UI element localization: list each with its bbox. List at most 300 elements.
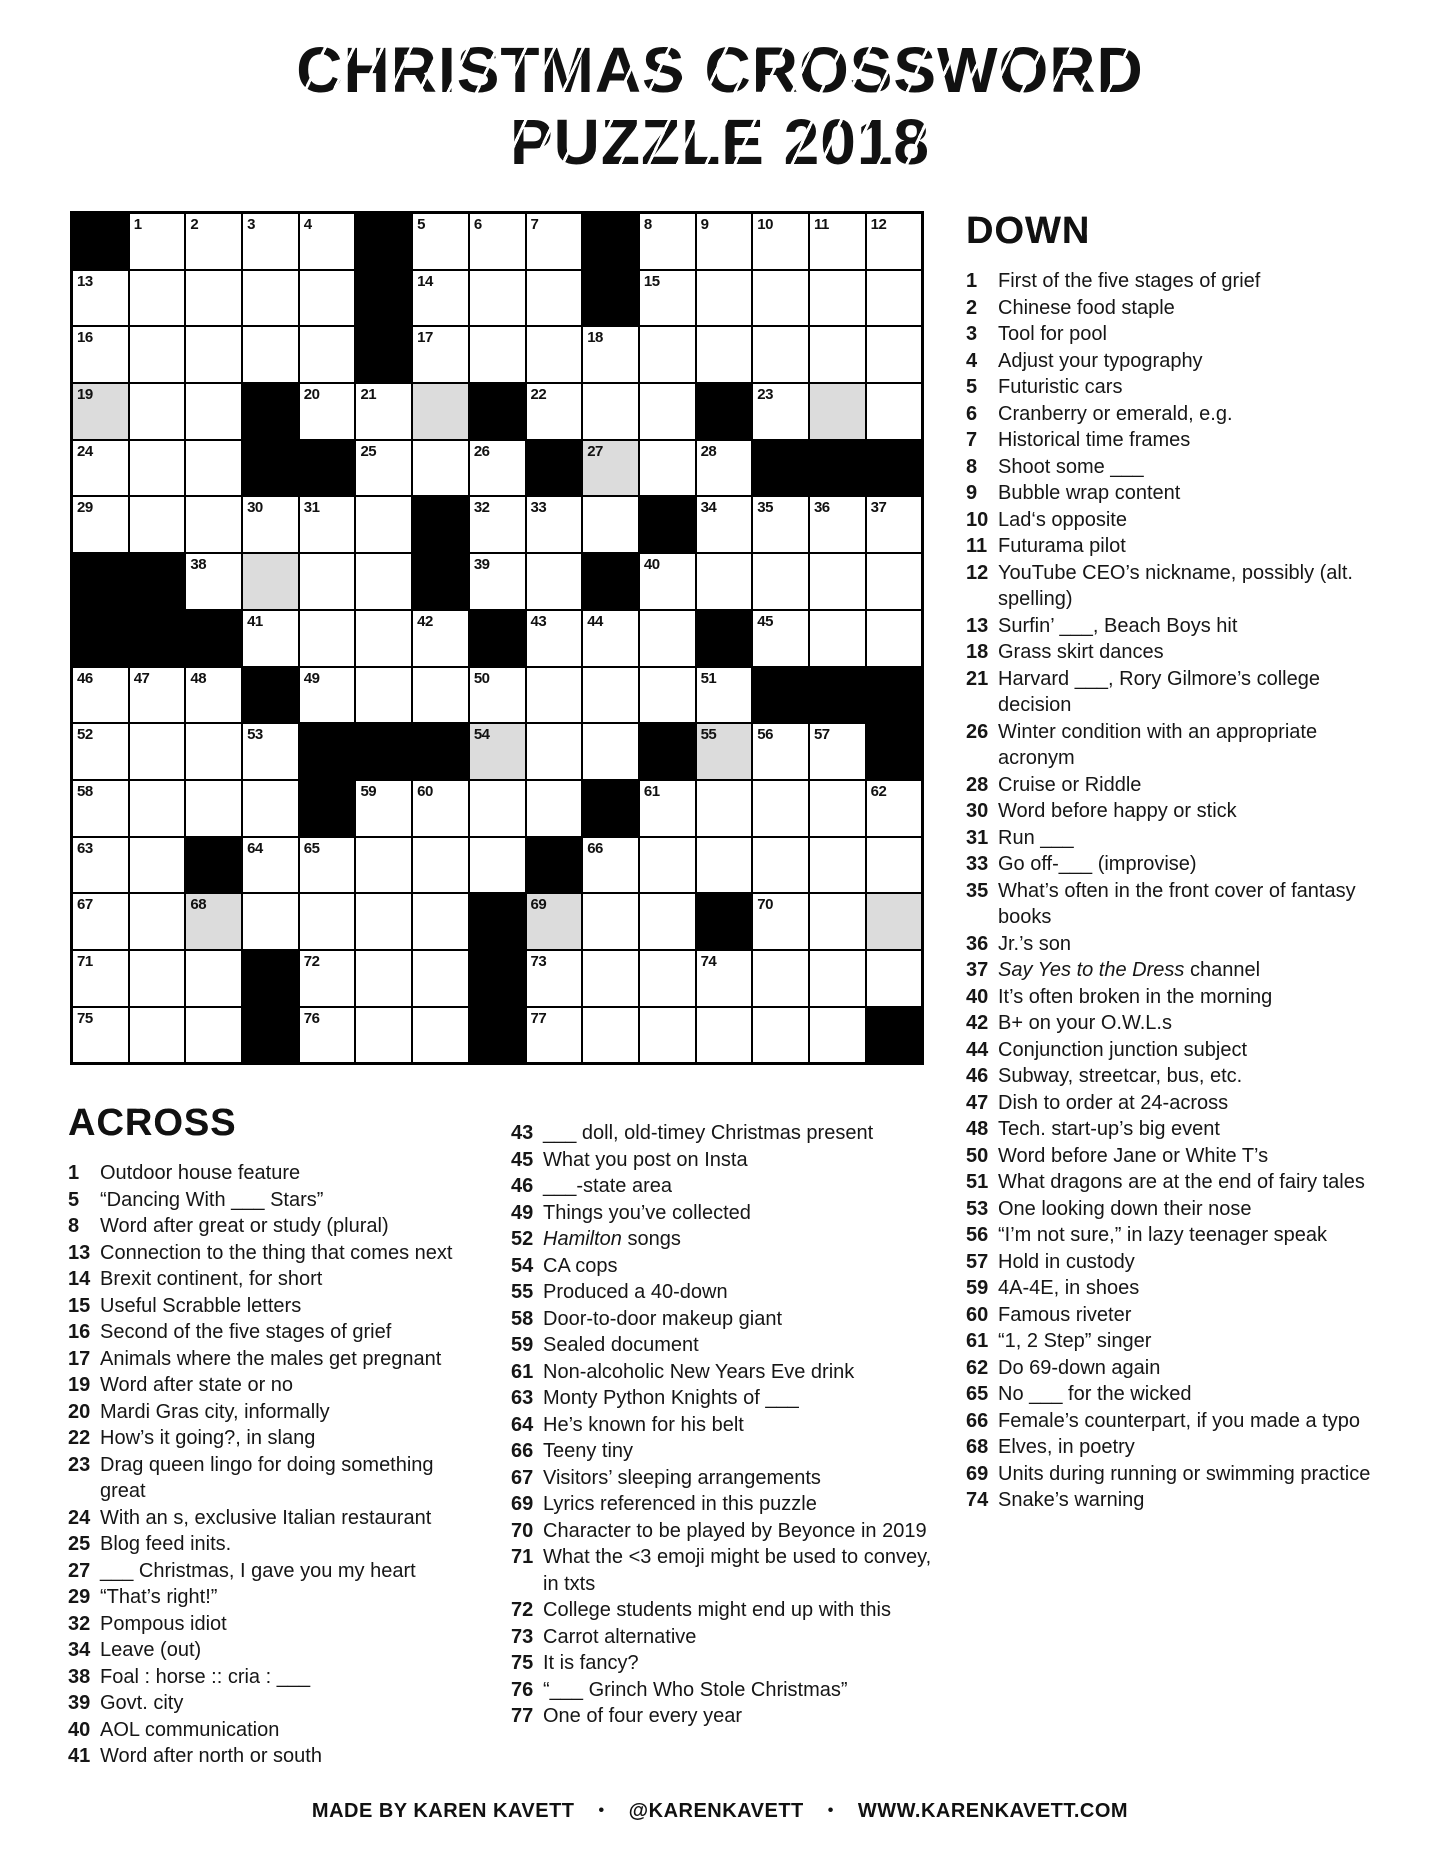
down-clues-list — [966, 268, 1376, 1514]
grid-cell[interactable] — [697, 668, 752, 723]
grid-cell[interactable] — [186, 554, 241, 609]
clue-text: Cruise or Riddle — [998, 773, 1142, 796]
clue-text: CA cops — [543, 1254, 618, 1277]
grid-cell[interactable] — [753, 554, 808, 609]
grid-cell[interactable] — [413, 838, 468, 893]
grid-cell[interactable] — [300, 214, 355, 269]
cell-number: 57 — [813, 726, 830, 744]
cell-number: 43 — [530, 612, 547, 630]
grid-cell[interactable] — [186, 1008, 241, 1063]
clue-number: 43 — [511, 1122, 534, 1144]
cell-number: 17 — [417, 329, 433, 347]
cell-number: 20 — [303, 386, 320, 404]
grid-cell[interactable] — [130, 724, 185, 779]
clue — [966, 1143, 1376, 1170]
clue-text: How’s it going?, in slang — [100, 1427, 316, 1449]
grid-cell[interactable] — [527, 781, 582, 836]
grid-cell[interactable] — [753, 384, 808, 439]
grid-cell[interactable] — [470, 781, 525, 836]
grid-cell[interactable] — [186, 497, 241, 552]
cell-number: 46 — [77, 669, 93, 687]
clue-text: Chinese food staple — [998, 296, 1175, 319]
grid-cell — [243, 668, 298, 723]
grid-cell[interactable] — [73, 781, 128, 836]
grid-cell[interactable] — [697, 214, 752, 269]
grid-cell[interactable] — [697, 781, 752, 836]
grid-cell[interactable] — [243, 214, 298, 269]
grid-cell[interactable] — [697, 554, 752, 609]
grid-cell — [356, 327, 411, 382]
clue-number: 61 — [966, 1330, 989, 1352]
grid-cell[interactable] — [753, 611, 808, 666]
grid-cell[interactable] — [583, 611, 638, 666]
clue — [966, 560, 1376, 613]
grid-cell[interactable] — [583, 724, 638, 779]
grid-cell — [583, 781, 638, 836]
clue-number: 5 — [966, 376, 978, 398]
grid-cell[interactable] — [470, 271, 525, 326]
clue — [68, 1319, 472, 1346]
grid-cell[interactable] — [867, 611, 922, 666]
grid-cell[interactable] — [413, 327, 468, 382]
grid-cell[interactable] — [300, 951, 355, 1006]
clue-number: 1 — [68, 1162, 80, 1184]
grid-cell[interactable] — [186, 724, 241, 779]
clue-text: Produced a 40-down — [543, 1281, 728, 1303]
grid-cell[interactable] — [300, 271, 355, 326]
grid-cell[interactable] — [753, 838, 808, 893]
grid-cell[interactable] — [640, 271, 695, 326]
grid-cell — [243, 441, 298, 496]
grid-cell[interactable] — [697, 441, 752, 496]
grid-cell[interactable] — [300, 554, 355, 609]
grid-cell[interactable] — [583, 327, 638, 382]
grid-cell[interactable] — [697, 1008, 752, 1063]
cell-number: 47 — [133, 669, 150, 687]
cell-number: 71 — [77, 952, 93, 970]
clue-number: 51 — [966, 1171, 989, 1193]
grid-cell[interactable] — [130, 951, 185, 1006]
grid-cell[interactable] — [300, 668, 355, 723]
clue — [68, 1743, 472, 1770]
grid-cell — [186, 838, 241, 893]
clue — [966, 268, 1376, 295]
grid-cell[interactable] — [470, 554, 525, 609]
grid-cell[interactable] — [413, 781, 468, 836]
clue-number: 37 — [966, 959, 989, 981]
grid-cell[interactable] — [583, 441, 638, 496]
grid-cell[interactable] — [73, 384, 128, 439]
grid-cell[interactable] — [130, 781, 185, 836]
clue-text: ___ Christmas, I gave you my heart — [100, 1559, 416, 1582]
grid-cell[interactable] — [810, 214, 865, 269]
grid-cell[interactable] — [527, 214, 582, 269]
grid-cell[interactable] — [753, 724, 808, 779]
grid-cell[interactable] — [300, 838, 355, 893]
grid-cell[interactable] — [527, 497, 582, 552]
grid-cell[interactable] — [73, 894, 128, 949]
grid-cell[interactable] — [73, 838, 128, 893]
grid-cell[interactable] — [300, 894, 355, 949]
grid-cell[interactable] — [640, 781, 695, 836]
grid-cell[interactable] — [583, 1008, 638, 1063]
grid-cell[interactable] — [810, 951, 865, 1006]
grid-cell[interactable] — [413, 271, 468, 326]
grid-cell[interactable] — [640, 668, 695, 723]
grid-cell[interactable] — [867, 497, 922, 552]
clue — [68, 1505, 472, 1532]
grid-cell[interactable] — [130, 214, 185, 269]
cell-number: 2 — [190, 216, 199, 233]
grid-cell[interactable] — [130, 894, 185, 949]
grid-cell[interactable] — [300, 1008, 355, 1063]
clue — [966, 1355, 1376, 1382]
grid-cell[interactable] — [867, 554, 922, 609]
clue-text: Carrot alternative — [543, 1625, 697, 1648]
cell-number: 34 — [700, 499, 717, 517]
grid-cell[interactable] — [810, 497, 865, 552]
grid-cell[interactable] — [697, 724, 752, 779]
grid-cell[interactable] — [867, 384, 922, 439]
clue-number: 36 — [966, 932, 989, 955]
grid-cell[interactable] — [243, 781, 298, 836]
grid-cell[interactable] — [186, 668, 241, 723]
grid-cell[interactable] — [867, 838, 922, 893]
grid-cell[interactable] — [583, 668, 638, 723]
grid-cell[interactable] — [810, 611, 865, 666]
cell-number: 14 — [417, 272, 433, 290]
grid-cell[interactable] — [810, 327, 865, 382]
cell-number: 1 — [133, 216, 142, 233]
grid-cell[interactable] — [753, 327, 808, 382]
grid-cell[interactable] — [583, 497, 638, 552]
grid-cell[interactable] — [810, 838, 865, 893]
clue-number: 28 — [966, 773, 989, 796]
clue-number: 34 — [68, 1639, 91, 1661]
cell-number: 12 — [870, 216, 887, 233]
grid-cell[interactable] — [527, 554, 582, 609]
grid-cell[interactable] — [243, 894, 298, 949]
grid-cell[interactable] — [356, 441, 411, 496]
cell-number: 32 — [473, 499, 490, 517]
grid-cell[interactable] — [640, 214, 695, 269]
grid-cell[interactable] — [867, 951, 922, 1006]
clue-number: 13 — [966, 614, 989, 637]
grid-cell[interactable] — [810, 1008, 865, 1063]
grid-cell[interactable] — [356, 668, 411, 723]
grid-cell[interactable] — [753, 497, 808, 552]
grid-cell[interactable] — [640, 384, 695, 439]
clue — [966, 321, 1376, 348]
clue-text: Word after north or south — [100, 1745, 322, 1767]
grid-cell[interactable] — [753, 951, 808, 1006]
grid-cell[interactable] — [753, 1008, 808, 1063]
grid-cell[interactable] — [583, 894, 638, 949]
grid-cell[interactable] — [243, 554, 298, 609]
grid-cell[interactable] — [300, 384, 355, 439]
grid-cell[interactable] — [413, 611, 468, 666]
grid-cell[interactable] — [640, 1008, 695, 1063]
cell-number: 53 — [247, 726, 263, 744]
cell-number: 72 — [303, 952, 320, 970]
grid-cell[interactable] — [130, 497, 185, 552]
grid-cell — [186, 611, 241, 666]
clue-number: 46 — [966, 1065, 989, 1087]
grid-cell[interactable] — [583, 384, 638, 439]
grid-cell[interactable] — [867, 271, 922, 326]
cell-number: 45 — [757, 612, 773, 630]
grid-cell[interactable] — [640, 327, 695, 382]
clue — [68, 1584, 472, 1611]
grid-cell[interactable] — [527, 668, 582, 723]
clue — [511, 1147, 935, 1174]
clue — [511, 1677, 935, 1704]
grid-cell[interactable] — [243, 724, 298, 779]
grid-cell[interactable] — [243, 327, 298, 382]
cell-number: 8 — [643, 216, 652, 233]
grid-cell[interactable] — [413, 384, 468, 439]
grid-cell — [73, 611, 128, 666]
grid-cell[interactable] — [413, 214, 468, 269]
grid-cell[interactable] — [470, 724, 525, 779]
grid-cell[interactable] — [130, 384, 185, 439]
clue-text: Second of the five stages of grief — [100, 1321, 392, 1343]
grid-cell[interactable] — [527, 951, 582, 1006]
grid-cell[interactable] — [527, 271, 582, 326]
grid-cell[interactable] — [810, 724, 865, 779]
grid-cell[interactable] — [810, 781, 865, 836]
grid-cell[interactable] — [243, 497, 298, 552]
grid-cell[interactable] — [186, 327, 241, 382]
grid-cell[interactable] — [810, 271, 865, 326]
footer-handle: @KARENKAVETT — [628, 1800, 804, 1822]
grid-cell[interactable] — [356, 554, 411, 609]
clue-text: Cranberry or emerald, e.g. — [998, 402, 1233, 425]
grid-cell[interactable] — [810, 384, 865, 439]
grid-cell[interactable] — [413, 894, 468, 949]
grid-cell — [753, 668, 808, 723]
grid-cell[interactable] — [413, 951, 468, 1006]
grid-cell[interactable] — [356, 384, 411, 439]
grid-cell[interactable] — [753, 781, 808, 836]
grid-cell[interactable] — [697, 271, 752, 326]
grid-cell[interactable] — [130, 327, 185, 382]
clue — [966, 1328, 1376, 1355]
grid-cell[interactable] — [527, 894, 582, 949]
cell-number: 5 — [417, 216, 425, 233]
grid-cell[interactable] — [73, 327, 128, 382]
cell-number: 66 — [587, 839, 603, 857]
clue — [966, 851, 1376, 878]
grid-cell[interactable] — [130, 271, 185, 326]
across-clues-panel-right — [511, 1120, 935, 1730]
grid-cell[interactable] — [640, 554, 695, 609]
grid-cell[interactable] — [470, 441, 525, 496]
clue-number: 16 — [68, 1321, 91, 1343]
grid-cell[interactable] — [640, 894, 695, 949]
page-title — [0, 34, 1440, 178]
clue — [966, 1063, 1376, 1090]
clue-text: Say Yes to the Dress channel — [998, 959, 1261, 981]
grid-cell — [867, 724, 922, 779]
grid-cell[interactable] — [753, 271, 808, 326]
clue — [966, 348, 1376, 375]
grid-cell[interactable] — [356, 1008, 411, 1063]
grid-cell[interactable] — [640, 441, 695, 496]
clue-text: Word after state or no — [100, 1374, 294, 1396]
clue-text: Pompous idiot — [100, 1612, 227, 1635]
grid-cell[interactable] — [300, 497, 355, 552]
clue-text: B+ on your O.W.L.s — [998, 1012, 1172, 1034]
grid-cell[interactable] — [73, 668, 128, 723]
grid-cell[interactable] — [73, 441, 128, 496]
grid-cell[interactable] — [470, 838, 525, 893]
grid-cell[interactable] — [243, 271, 298, 326]
clue-text: Sealed document — [543, 1334, 699, 1356]
grid-cell[interactable] — [470, 214, 525, 269]
cell-number: 10 — [757, 216, 773, 233]
cell-number: 21 — [360, 386, 377, 404]
grid-cell[interactable] — [640, 951, 695, 1006]
clue-text: Famous riveter — [998, 1303, 1132, 1326]
clue — [68, 1637, 472, 1664]
clue — [68, 1372, 472, 1399]
clue-number: 56 — [966, 1224, 989, 1246]
clue-text: No ___ for the wicked — [998, 1383, 1192, 1405]
grid-cell[interactable] — [470, 497, 525, 552]
clue — [966, 1302, 1376, 1329]
grid-cell[interactable] — [300, 327, 355, 382]
grid-cell[interactable] — [527, 1008, 582, 1063]
grid-cell[interactable] — [130, 668, 185, 723]
grid-cell[interactable] — [73, 271, 128, 326]
grid-cell[interactable] — [470, 327, 525, 382]
grid-cell[interactable] — [527, 327, 582, 382]
cell-number: 41 — [247, 612, 263, 630]
clue — [511, 1253, 935, 1280]
grid-cell[interactable] — [867, 327, 922, 382]
grid-cell[interactable] — [867, 214, 922, 269]
clue-text: Historical time frames — [998, 429, 1191, 451]
clue-number: 73 — [511, 1625, 534, 1648]
cell-number: 48 — [190, 669, 207, 687]
cell-number: 23 — [757, 386, 773, 404]
grid-cell[interactable] — [356, 497, 411, 552]
grid-cell[interactable] — [413, 668, 468, 723]
clue — [68, 1399, 472, 1426]
clue-text: Monty Python Knights of ___ — [543, 1387, 799, 1409]
grid-cell[interactable] — [697, 497, 752, 552]
clue-number: 23 — [68, 1453, 91, 1476]
grid-cell[interactable] — [243, 611, 298, 666]
clue — [511, 1200, 935, 1227]
cell-number: 51 — [700, 669, 717, 687]
grid-cell[interactable] — [810, 894, 865, 949]
clue — [966, 1408, 1376, 1435]
grid-cell[interactable] — [640, 611, 695, 666]
grid-cell[interactable] — [753, 214, 808, 269]
clue-number: 49 — [511, 1201, 534, 1224]
clue-text: Mardi Gras city, informally — [100, 1400, 330, 1423]
grid-cell[interactable] — [73, 724, 128, 779]
grid-cell[interactable] — [697, 951, 752, 1006]
clue-text: First of the five stages of grief — [998, 270, 1261, 292]
grid-cell[interactable] — [186, 441, 241, 496]
clue-text: Tool for pool — [998, 323, 1107, 345]
clue-number: 54 — [511, 1254, 534, 1277]
grid-cell[interactable] — [583, 838, 638, 893]
grid-cell[interactable] — [186, 781, 241, 836]
cell-number: 11 — [813, 216, 829, 233]
grid-cell[interactable] — [130, 1008, 185, 1063]
grid-cell[interactable] — [300, 611, 355, 666]
clue-text: Units during running or swimming practice — [998, 1462, 1371, 1485]
grid-cell — [640, 724, 695, 779]
cell-number: 24 — [77, 442, 93, 460]
grid-cell[interactable] — [356, 838, 411, 893]
grid-cell[interactable] — [413, 1008, 468, 1063]
grid-cell[interactable] — [356, 781, 411, 836]
cell-number: 59 — [360, 782, 377, 800]
clue — [966, 1222, 1376, 1249]
clue-text: College students might end up with this — [543, 1599, 891, 1621]
grid-cell[interactable] — [243, 838, 298, 893]
clue-text: Conjunction junction subject — [998, 1038, 1248, 1061]
grid-cell[interactable] — [130, 838, 185, 893]
grid-cell[interactable] — [583, 951, 638, 1006]
grid-cell[interactable] — [356, 951, 411, 1006]
grid-cell[interactable] — [356, 894, 411, 949]
grid-cell[interactable] — [810, 554, 865, 609]
grid-cell[interactable] — [73, 1008, 128, 1063]
grid-cell[interactable] — [186, 951, 241, 1006]
clue-text: Winter condition with an appropriate acronym — [998, 720, 1318, 769]
clue-text: Futurama pilot — [998, 535, 1126, 557]
grid-cell[interactable] — [73, 497, 128, 552]
grid-cell[interactable] — [527, 724, 582, 779]
cell-number: 64 — [247, 839, 263, 857]
grid-cell[interactable] — [640, 838, 695, 893]
grid-cell[interactable] — [470, 668, 525, 723]
grid-cell[interactable] — [186, 271, 241, 326]
clue-text: Hamilton songs — [543, 1228, 681, 1250]
clue-text: Outdoor house feature — [100, 1162, 301, 1184]
grid-cell[interactable] — [356, 611, 411, 666]
grid-cell[interactable] — [527, 611, 582, 666]
clue-number: 12 — [966, 561, 989, 584]
grid-cell[interactable] — [186, 894, 241, 949]
clue — [68, 1187, 472, 1214]
grid-cell[interactable] — [697, 838, 752, 893]
grid-cell[interactable] — [867, 781, 922, 836]
clue-number: 66 — [511, 1440, 534, 1462]
grid-cell[interactable] — [413, 441, 468, 496]
grid-cell[interactable] — [527, 384, 582, 439]
grid-cell — [470, 611, 525, 666]
clue — [511, 1624, 935, 1651]
grid-cell[interactable] — [697, 327, 752, 382]
clue-number: 27 — [68, 1559, 91, 1582]
grid-cell[interactable] — [130, 441, 185, 496]
grid-cell[interactable] — [186, 214, 241, 269]
grid-cell[interactable] — [73, 951, 128, 1006]
grid-cell[interactable] — [186, 384, 241, 439]
clue — [966, 957, 1376, 984]
grid-cell[interactable] — [867, 894, 922, 949]
clue-text: Word after great or study (plural) — [100, 1215, 389, 1237]
grid-cell[interactable] — [753, 894, 808, 949]
cell-number: 69 — [530, 896, 547, 914]
